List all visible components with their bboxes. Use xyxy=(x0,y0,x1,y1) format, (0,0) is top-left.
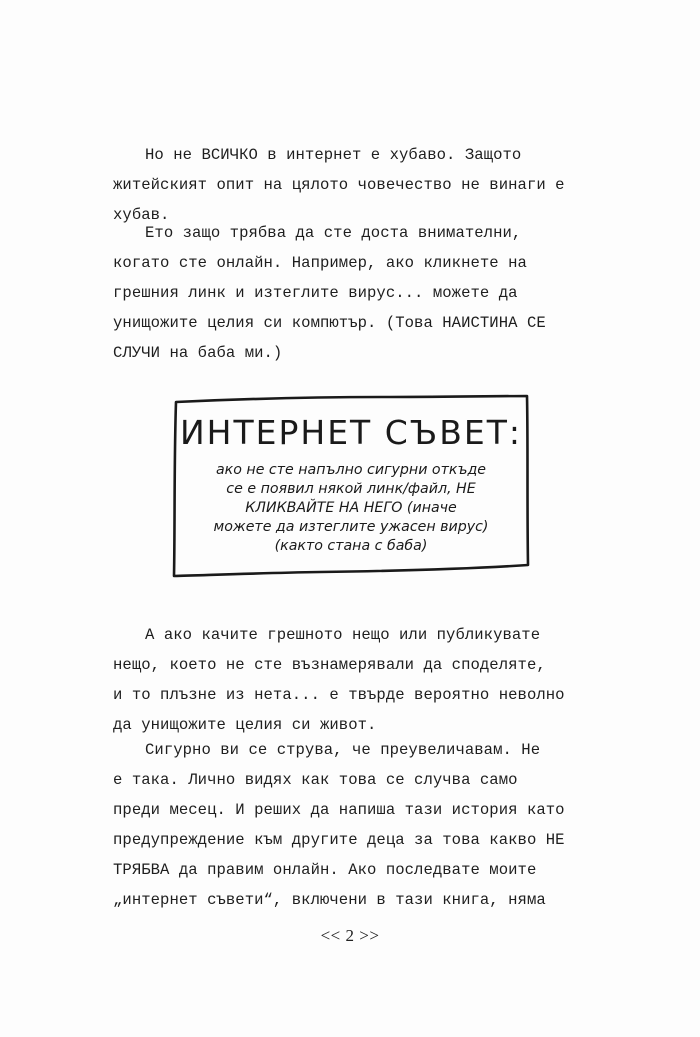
paragraph-1 xyxy=(113,140,583,230)
page-number: << 2 >> xyxy=(320,926,380,945)
tip-title: ИНТЕРНЕТ СЪВЕТ: xyxy=(179,413,522,452)
text-line: Но не ВСИЧКО в интернет е хубаво. Защото xyxy=(145,146,522,164)
text-line: преди месец. И реших да напиша тази история като xyxy=(113,801,565,819)
paragraph-4 xyxy=(113,735,583,915)
text-line: житейският опит на цялото човечество не винаги е xyxy=(113,176,565,194)
text-line: А ако качите грешното нещо или публикувате xyxy=(145,626,541,644)
text-line: СЛУЧИ на баба ми.) xyxy=(113,344,283,362)
internet-tip-box xyxy=(170,393,530,576)
text-line: нещо, което не сте възнамерявали да споделяте, xyxy=(113,656,546,674)
text-line: предупреждение към другите деца за това какво НЕ xyxy=(113,831,565,849)
tip-line: ако не сте напълно сигурни откъде xyxy=(215,462,487,478)
tip-line: можете да изтеглите ужасен вирус) xyxy=(213,519,489,535)
tip-text xyxy=(170,461,532,556)
tip-line: се е появил някой линк/файл, НЕ xyxy=(226,481,476,497)
text-line: ТРЯБВА да правим онлайн. Ако последвате моите xyxy=(113,861,537,879)
text-line: унищожите целия си компютър. (Това НАИСТИНА СЕ xyxy=(113,314,546,332)
text-line: е така. Лично видях как това се случва само xyxy=(113,771,518,789)
paragraph-2 xyxy=(113,218,583,368)
text-line: Сигурно ви се струва, че преувеличавам. Не xyxy=(145,741,541,759)
text-line: „интернет съвети“, включени в тази книга, няма xyxy=(113,891,546,909)
text-line: хубав. xyxy=(113,206,170,224)
text-line: грешния линк и изтеглите вирус... можете да xyxy=(113,284,518,302)
text-line: Ето защо трябва да сте доста внимателни, xyxy=(145,224,522,242)
text-line: и то плъзне из нета... е твърде вероятно неволно xyxy=(113,686,565,704)
tip-line: КЛИКВАЙТЕ НА НЕГО (иначе xyxy=(245,500,457,516)
text-line: да унищожите целия си живот. xyxy=(113,716,377,734)
tip-line: (както стана с баба) xyxy=(274,538,428,554)
text-line: когато сте онлайн. Например, ако кликнете на xyxy=(113,254,527,272)
paragraph-3 xyxy=(113,620,583,740)
